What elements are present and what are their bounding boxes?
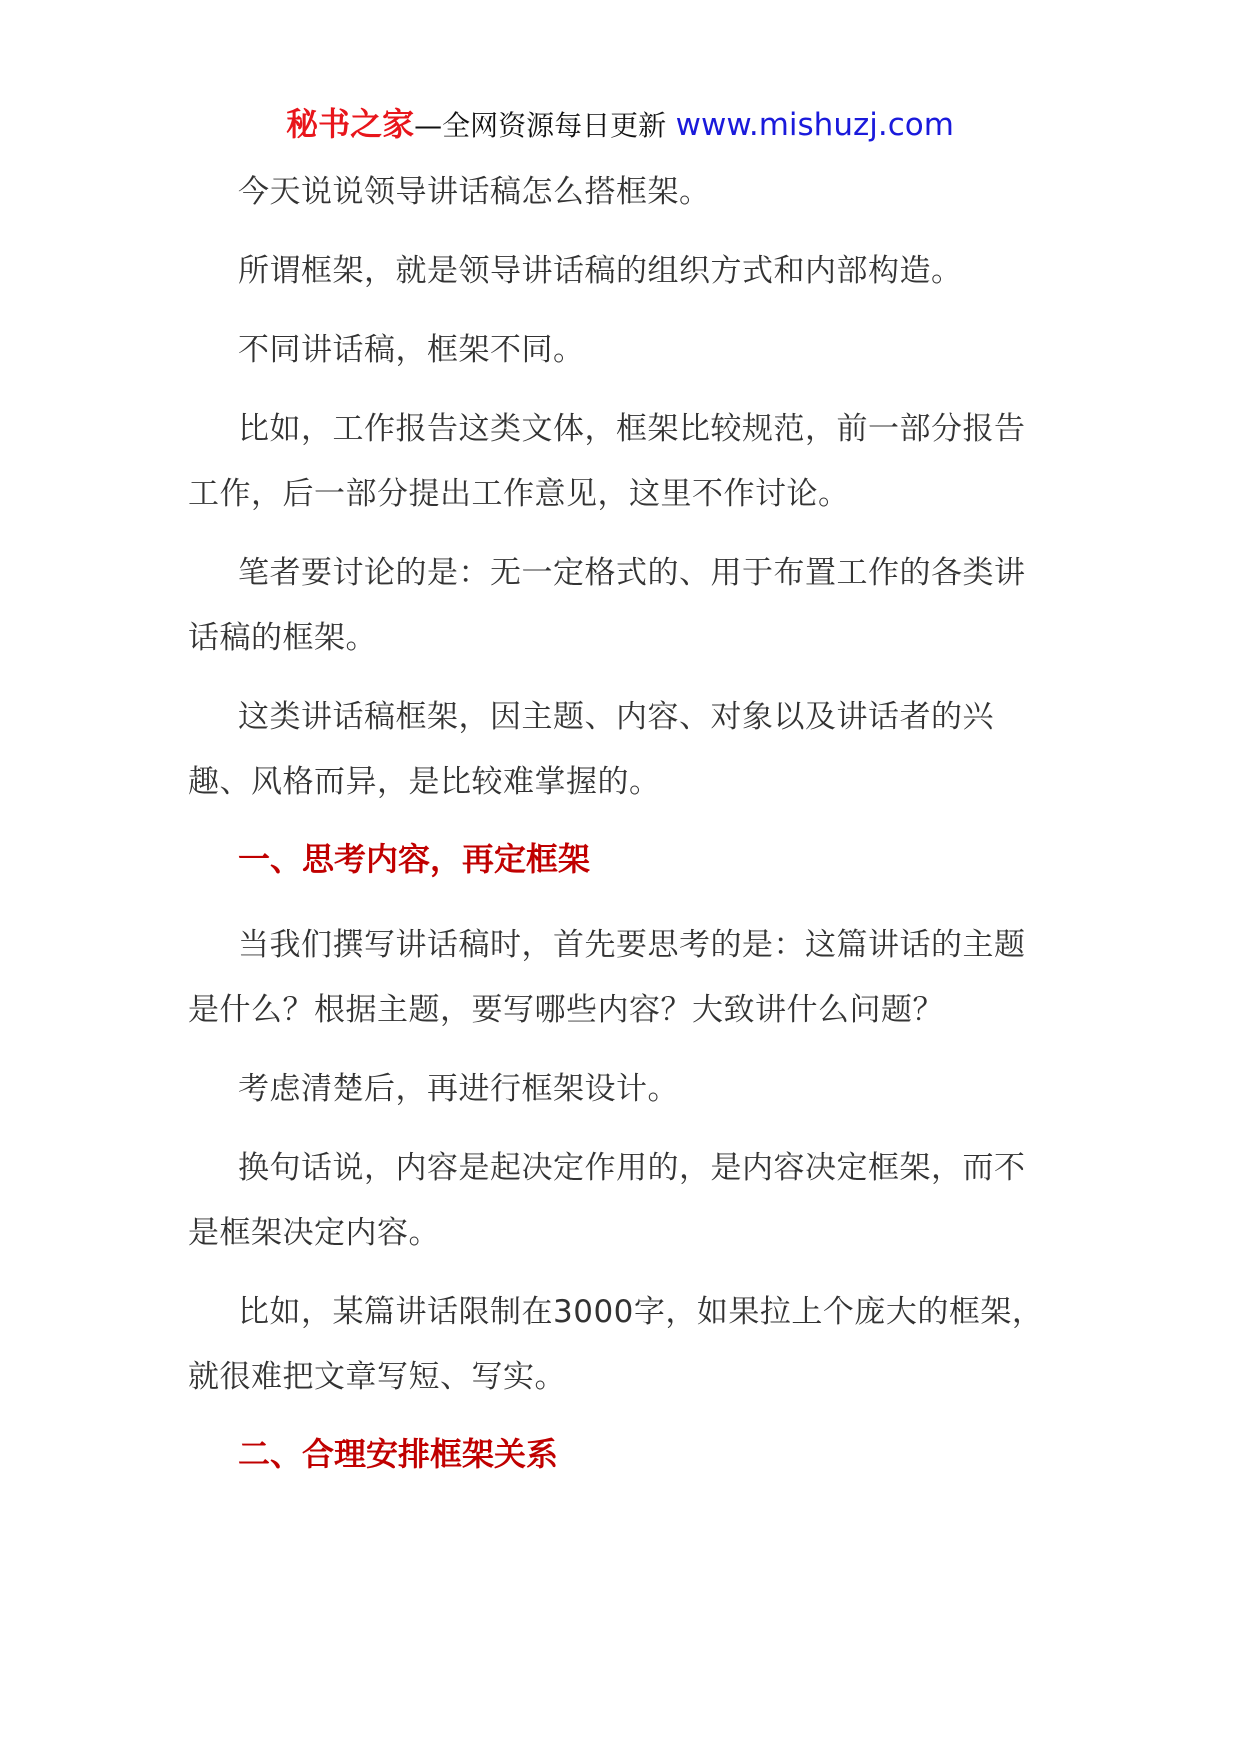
brand-name: 秘书之家	[286, 105, 415, 143]
paragraph: 这类讲话稿框架，因主题、内容、对象以及讲话者的兴趣、风格而异，是比较难掌握的。	[188, 699, 994, 800]
site-url-link[interactable]: www.mishuzj.com	[675, 107, 954, 143]
section-heading: 一、思考内容，再定框架	[238, 840, 591, 878]
paragraph: 当我们撰写讲话稿时，首先要思考的是：这篇讲话的主题是什么？根据主题，要写哪些内容？大致讲什么问题？	[188, 927, 1026, 1028]
paragraph: 比如，工作报告这类文体，框架比较规范，前一部分报告工作，后一部分提出工作意见，这里不作讨论。	[188, 411, 1026, 512]
header-slogan: —全网资源每日更新	[414, 109, 667, 142]
paragraph: 今天说说领导讲话稿怎么搭框架。	[238, 174, 711, 210]
page-header	[0, 104, 1240, 146]
article-body	[188, 160, 1048, 1508]
paragraph: 不同讲话稿，框架不同。	[238, 332, 585, 368]
paragraph: 换句话说，内容是起决定作用的，是内容决定框架，而不是框架决定内容。	[188, 1150, 1026, 1251]
section-heading: 二、合理安排框架关系	[238, 1435, 559, 1473]
paragraph: 笔者要讨论的是：无一定格式的、用于布置工作的各类讲话稿的框架。	[188, 555, 1026, 656]
paragraph: 所谓框架，就是领导讲话稿的组织方式和内部构造。	[238, 253, 963, 289]
paragraph: 比如，某篇讲话限制在3000字，如果拉上个庞大的框架，就很难把文章写短、写实。	[188, 1294, 1044, 1395]
paragraph: 考虑清楚后，再进行框架设计。	[238, 1071, 679, 1107]
